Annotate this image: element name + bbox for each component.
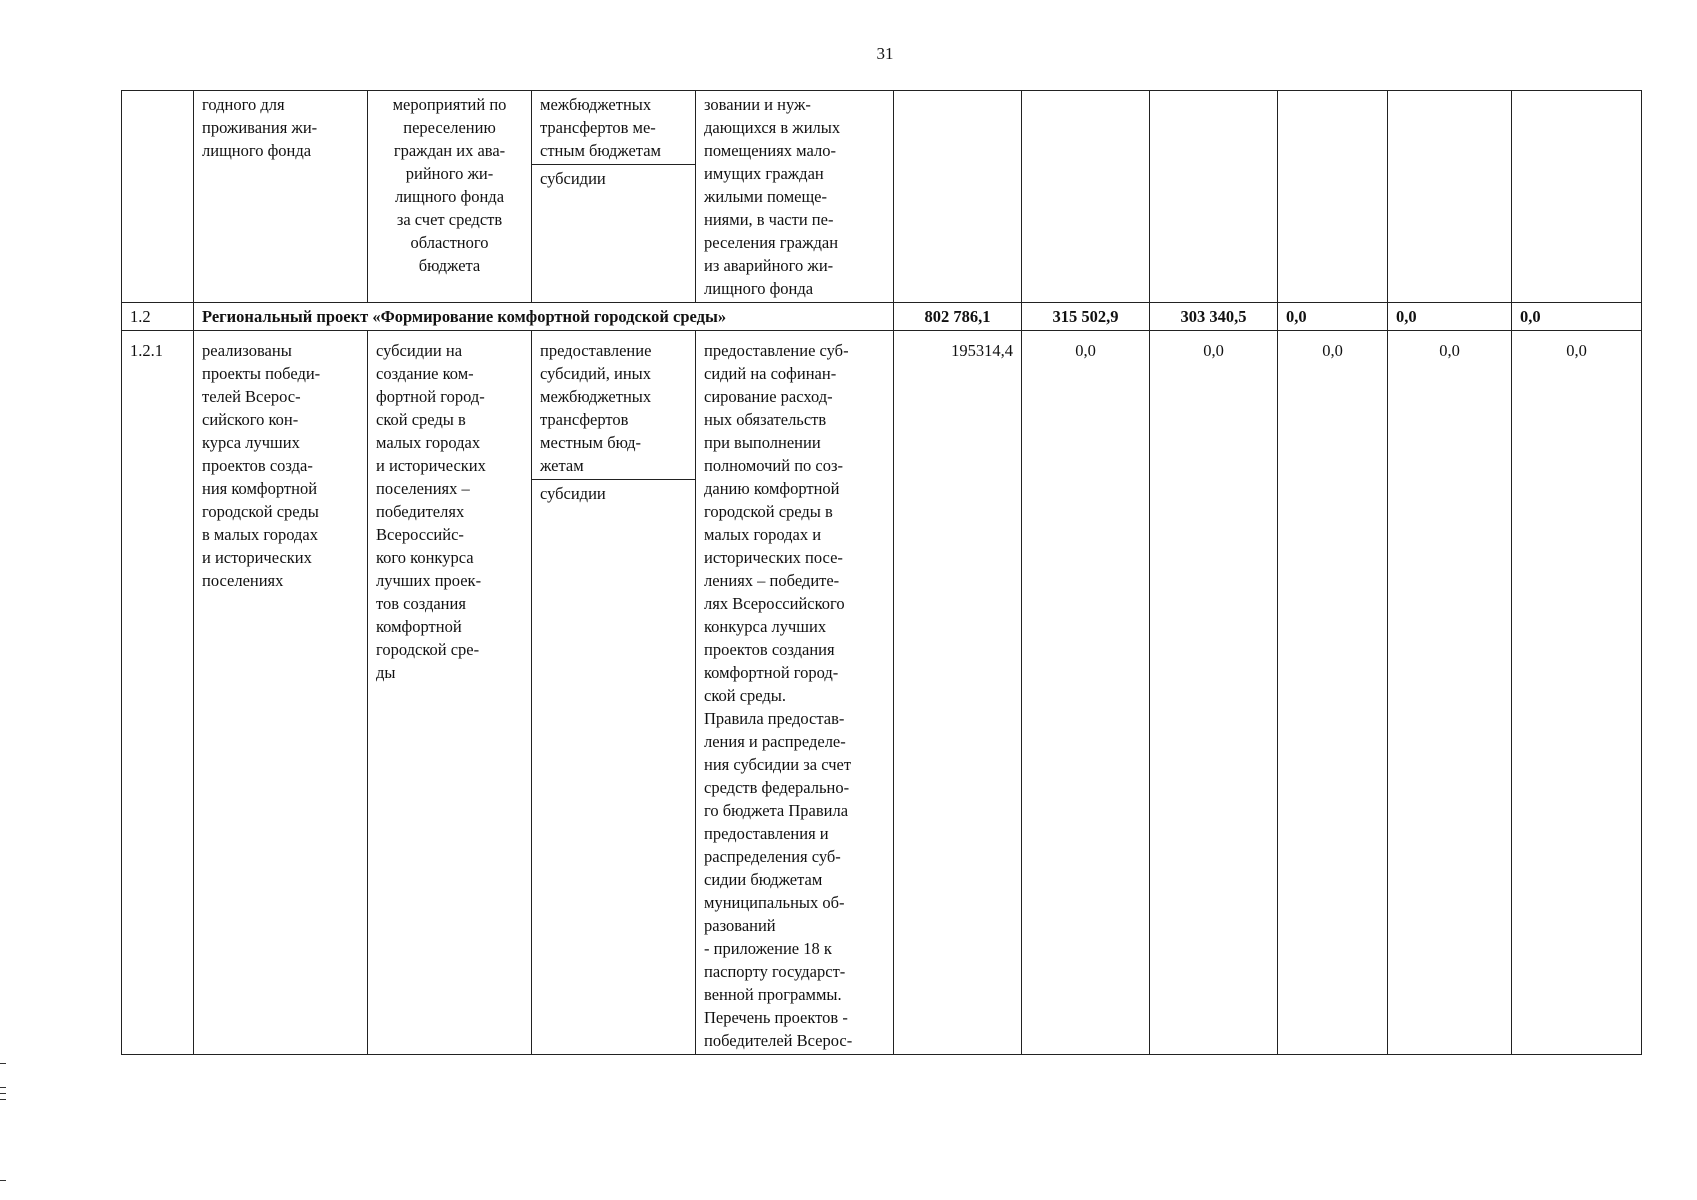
item-number: 1.2.1 — [122, 331, 194, 1055]
result-cell: реализованы проекты победи- телей Всерос- сийского кон- курса лучших проектов созда- ния комфортной городской среды в малых городах и исторических поселениях — [194, 331, 368, 1055]
project-value: 315 502,9 — [1022, 303, 1150, 331]
result-cell: годного для проживания жи- лищного фонда — [194, 91, 368, 303]
project-total: 802 786,1 — [894, 303, 1022, 331]
scan-edge-mark — [0, 1099, 6, 1100]
value-cell — [1512, 91, 1642, 303]
description-cell: зовании и нуж- дающихся в жилых помещениях мало- имущих граждан жилыми помеще- ниями, в части пе- реселения граждан из аварийного жи- лищного фонда — [696, 91, 894, 303]
value-cell — [1022, 91, 1150, 303]
table-row-item — [122, 331, 1642, 1055]
item-value: 0,0 — [1512, 331, 1642, 1055]
scan-edge-mark — [0, 1087, 6, 1088]
event-cell: мероприятий по переселению граждан их ава- рийного жи- лищного фонда за счет средств областного бюджета — [368, 91, 532, 303]
item-value: 0,0 — [1278, 331, 1388, 1055]
table-row-continuation — [122, 91, 1642, 303]
mechanism-top: межбюджетных трансфертов ме- стным бюджетам — [532, 91, 695, 165]
project-number: 1.2 — [122, 303, 194, 331]
item-value: 0,0 — [1388, 331, 1512, 1055]
project-value: 0,0 — [1278, 303, 1388, 331]
description-cell: предоставление суб- сидий на софинан- сирование расход- ных обязательств при выполнении полномочий по соз- данию комфортной городской среды в малых городах и исторических посе- лениях – победите- лях Всероссийского конкурса лучших проектов создания комфортной город- ской среды. Правила предостав- ления и распределе- ния субсидии за счет средств федерально- го бюджета Правила предоставления и распределения суб- сидии бюджетам муниципальных об- разований - приложение 18 к паспорту государст- венной программы. Перечень проектов - победителей Всерос- — [696, 331, 894, 1055]
scan-edge-mark — [0, 1093, 6, 1094]
table-row-project — [122, 303, 1642, 331]
project-title: Региональный проект «Формирование комфортной городской среды» — [194, 303, 894, 331]
mechanism-cell — [532, 331, 696, 1055]
value-cell — [894, 91, 1022, 303]
item-total: 195314,4 — [894, 331, 1022, 1055]
item-value: 0,0 — [1022, 331, 1150, 1055]
project-value: 303 340,5 — [1150, 303, 1278, 331]
mechanism-bottom: субсидии — [540, 169, 606, 188]
mechanism-top: предоставление субсидий, иных межбюджетных трансфертов местным бюд- жетам — [532, 331, 695, 480]
value-cell — [1278, 91, 1388, 303]
row-number — [122, 91, 194, 303]
item-value: 0,0 — [1150, 331, 1278, 1055]
value-cell — [1388, 91, 1512, 303]
event-cell: субсидии на создание ком- фортной город- ской среды в малых городах и исторических поселениях – победителях Всероссийс- кого конкурса лучших проек- тов создания комфортной городской сре- ды — [368, 331, 532, 1055]
mechanism-bottom: субсидии — [540, 484, 606, 503]
program-table — [121, 90, 1642, 1055]
mechanism-cell — [532, 91, 696, 303]
scan-edge-mark — [0, 1180, 6, 1181]
scan-edge-mark — [0, 1063, 6, 1064]
value-cell — [1150, 91, 1278, 303]
project-value: 0,0 — [1388, 303, 1512, 331]
page-number: 31 — [876, 44, 894, 63]
project-value: 0,0 — [1512, 303, 1642, 331]
